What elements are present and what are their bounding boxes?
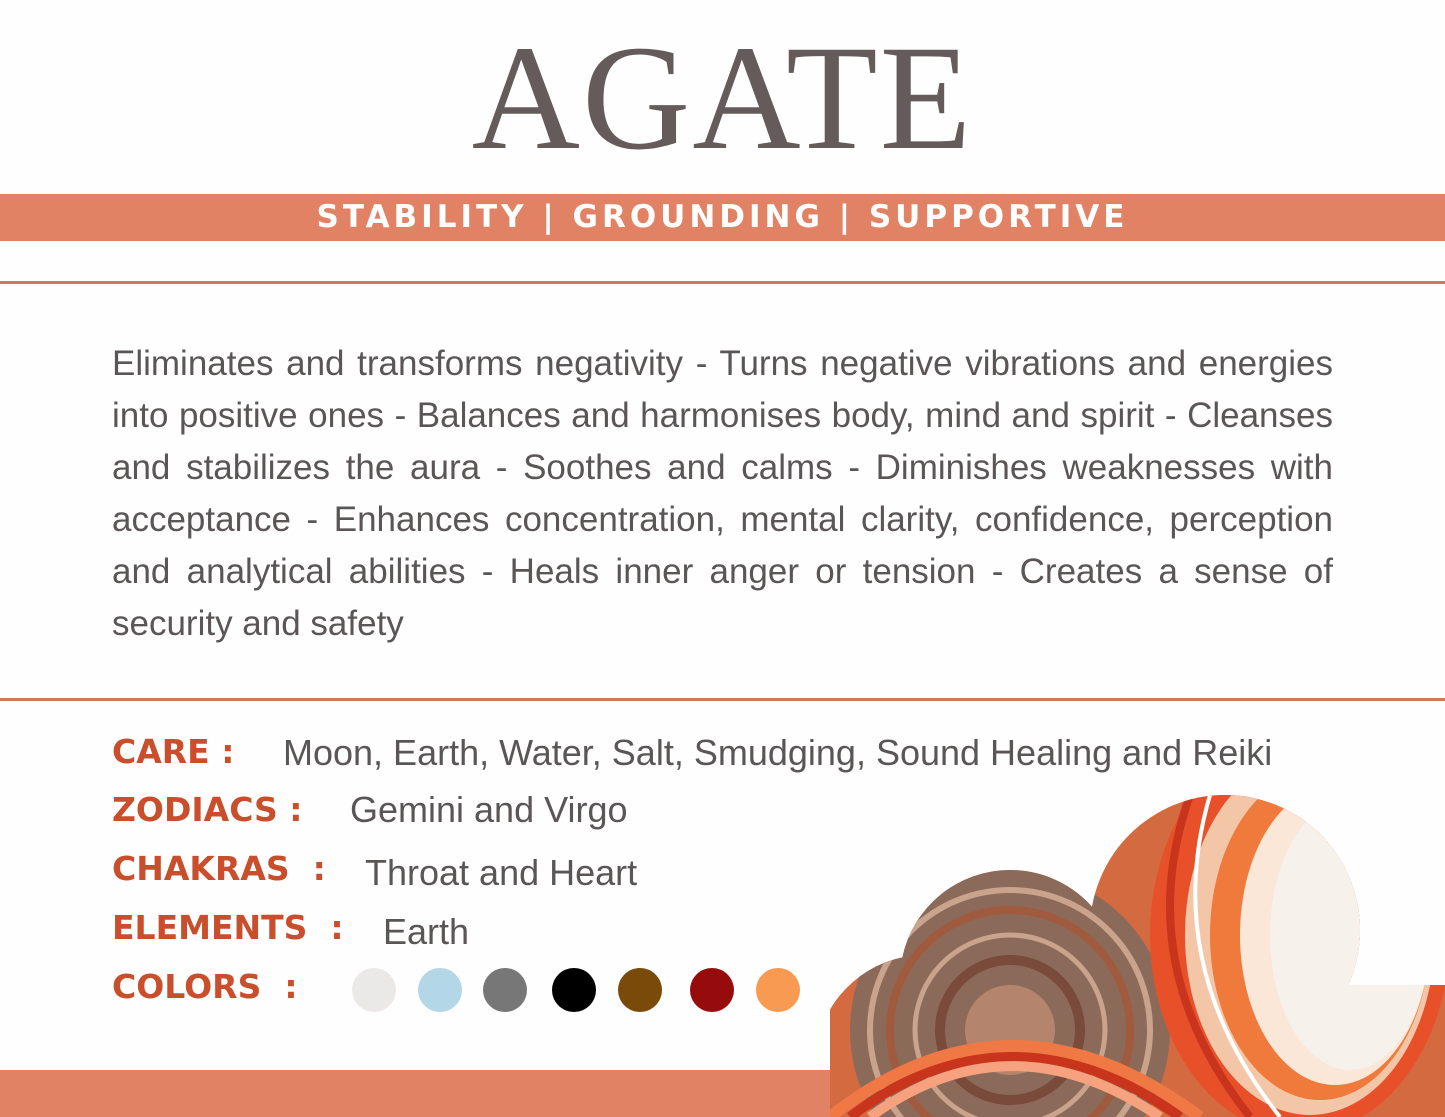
elements-value: Earth bbox=[383, 911, 470, 952]
zodiacs-label: ZODIACS : bbox=[112, 790, 303, 829]
care-label: CARE : bbox=[112, 732, 235, 771]
page-title: AGATE bbox=[471, 15, 974, 181]
colors-label: COLORS : bbox=[112, 967, 298, 1006]
tagline-banner bbox=[0, 194, 1445, 241]
description-text: Eliminates and transforms negativity - Turns negative vibrations and energies into positive ones - Balances and harmonises body, mind and spirit - Cleanses and stabilizes the aura - Soothes and calms - Diminishes weaknesses with acceptance - Enhances concentration, mental clarity, confidence, perception and analytical abilities - Heals inner anger or tension - Creates a sense of security and safety bbox=[112, 344, 1333, 643]
divider-bottom bbox=[0, 698, 1445, 701]
zodiacs-value: Gemini and Virgo bbox=[350, 789, 628, 830]
care-value: Moon, Earth, Water, Salt, Smudging, Sound Healing and Reiki bbox=[283, 732, 1273, 773]
color-swatch-brown bbox=[618, 968, 662, 1012]
chakras-value: Throat and Heart bbox=[365, 852, 638, 893]
elements-label: ELEMENTS : bbox=[112, 908, 344, 947]
divider-top bbox=[0, 281, 1445, 284]
chakras-label: CHAKRAS : bbox=[112, 849, 326, 888]
color-swatch-gray bbox=[483, 968, 527, 1012]
agate-slice-image bbox=[830, 795, 1445, 1117]
tagline-text: STABILITY | GROUNDING | SUPPORTIVE bbox=[316, 199, 1129, 235]
color-swatch-light-blue bbox=[418, 968, 462, 1012]
color-swatch-orange bbox=[756, 968, 800, 1012]
color-swatch-dark-red bbox=[690, 968, 734, 1012]
color-swatch-black bbox=[552, 968, 596, 1012]
color-swatch-white bbox=[352, 968, 396, 1012]
